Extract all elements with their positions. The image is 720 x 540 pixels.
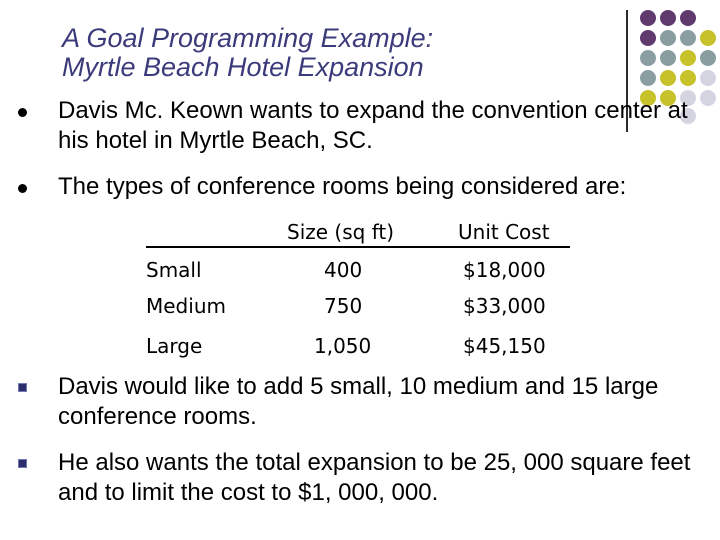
bullet-square-icon [18, 459, 27, 468]
bullet-text: The types of conference rooms being considered are: [58, 173, 627, 200]
dot [680, 30, 696, 46]
row-small-cost: $18,000 [463, 258, 546, 282]
dot [640, 10, 656, 26]
table-header-size: Size (sq ft) [287, 220, 395, 244]
title-line-1: A Goal Programming Example: [62, 23, 434, 53]
bullet-text: Davis would like to add 5 small, 10 medium and 15 large conference rooms. [58, 373, 659, 430]
row-small-size: 400 [324, 258, 363, 282]
bullet-disc-icon [18, 184, 27, 193]
dot [640, 50, 656, 66]
dot [660, 50, 676, 66]
row-small-name: Small [146, 258, 202, 282]
table-header-rule [146, 246, 570, 248]
dot [700, 30, 716, 46]
row-medium-cost: $33,000 [463, 294, 546, 318]
row-large-name: Large [146, 334, 203, 358]
dot [680, 70, 696, 86]
row-large-cost: $45,150 [463, 334, 546, 358]
bullet-item [18, 172, 708, 202]
table-header-cost: Unit Cost [458, 220, 550, 244]
dot [640, 30, 656, 46]
bullet-item [18, 96, 708, 156]
dot [700, 70, 716, 86]
slide-title [62, 24, 433, 82]
row-medium-name: Medium [146, 294, 226, 318]
bullet-disc-icon [18, 108, 27, 117]
dot [660, 70, 676, 86]
dot [680, 10, 696, 26]
row-medium-size: 750 [324, 294, 363, 318]
bullet-square-icon [18, 383, 27, 392]
dot [660, 10, 676, 26]
bullet-text: Davis Mc. Keown wants to expand the convention center at his hotel in Myrtle Beach, SC. [58, 97, 688, 154]
dot [640, 70, 656, 86]
row-large-size: 1,050 [314, 334, 372, 358]
bullet-item [18, 448, 708, 508]
title-line-2: Myrtle Beach Hotel Expansion [62, 52, 424, 82]
bullet-text: He also wants the total expansion to be 25, 000 square feet and to limit the cost to $1, 000, 000. [58, 449, 691, 506]
dot [660, 30, 676, 46]
dot [700, 50, 716, 66]
bullet-item [18, 372, 708, 432]
dot [680, 50, 696, 66]
